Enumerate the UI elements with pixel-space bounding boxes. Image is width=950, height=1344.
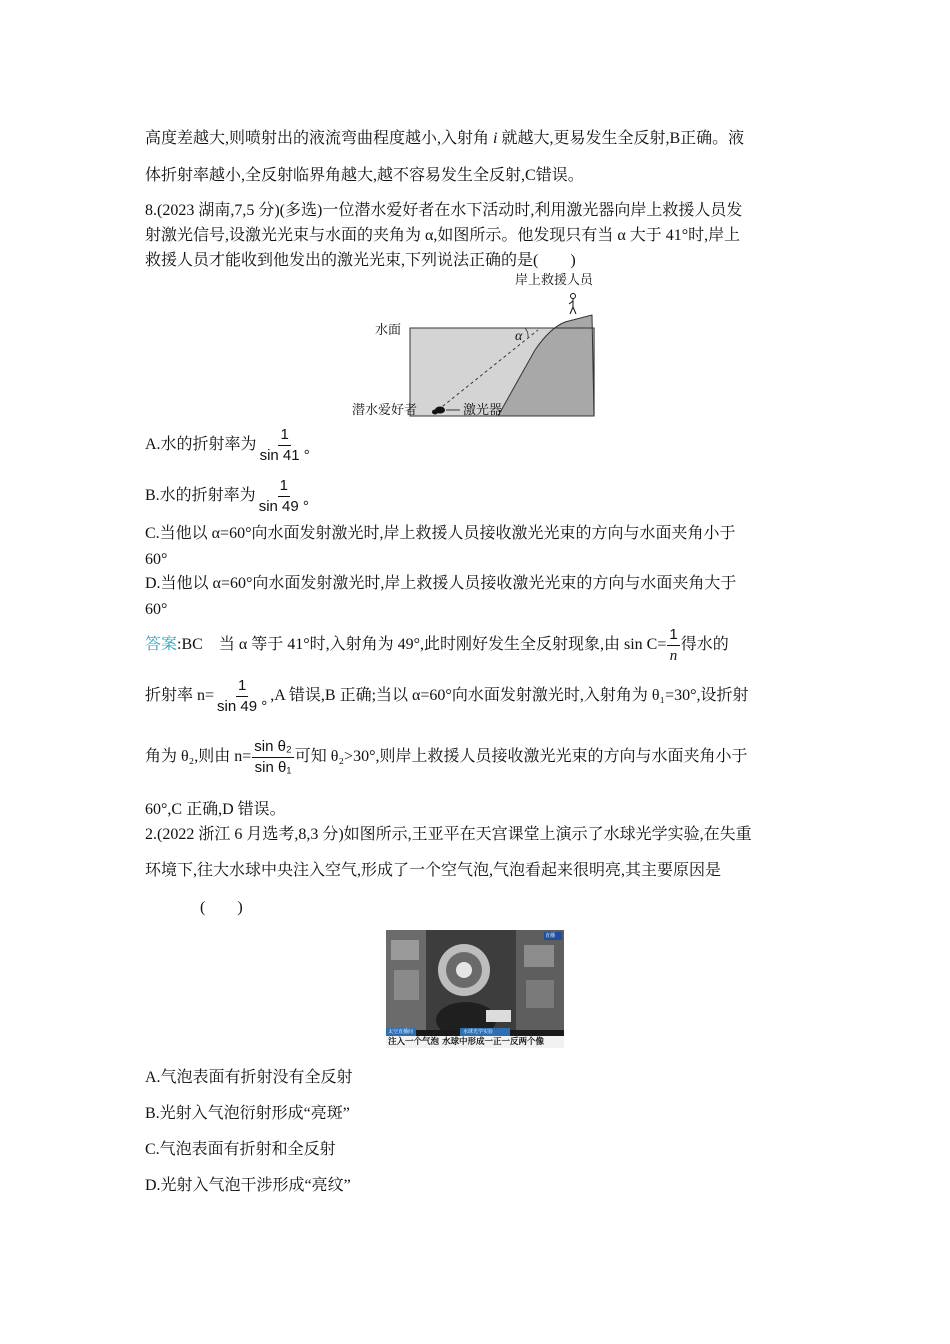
answer-label: 答案 bbox=[145, 634, 178, 654]
alpha-label: α bbox=[515, 329, 523, 344]
fraction-numerator: 1 bbox=[278, 476, 290, 497]
answer-text: ,A 错误,B 正确;当以 α=60°向水面发射激光时,入射角为 θ₁=30°,设折射 bbox=[270, 687, 749, 705]
fraction-denominator: sin 49 ° bbox=[258, 498, 309, 515]
fraction bbox=[258, 425, 312, 466]
diver-label: 潜水爱好者 bbox=[352, 403, 418, 418]
question-2-line-2: 环境下,往大水球中央注入空气,形成了一个空气泡,气泡看起来很明亮,其主要原因是 bbox=[145, 862, 722, 879]
fraction bbox=[257, 476, 311, 517]
text-bold: 错误 bbox=[535, 165, 568, 184]
answer-line-4: 60°,C 正确,D 错误。 bbox=[145, 801, 286, 818]
question-2-line-1: 2.(2022 浙江 6 月选考,8,3 分)如图所示,王亚平在天宫课堂上演示了水球光学实验,在失重 bbox=[145, 826, 752, 843]
option-8c-line-2: 60° bbox=[145, 551, 168, 568]
text-line-1 bbox=[145, 128, 744, 149]
laser-label: 激光器 bbox=[463, 403, 503, 418]
answer-text: 可知 θ₂>30°,则岸上救援人员接收激光光束的方向与水面夹角小于 bbox=[294, 748, 748, 766]
diver-laser-diagram bbox=[352, 270, 620, 420]
text-segment: 。液 bbox=[712, 130, 745, 147]
text-italic: i bbox=[493, 130, 498, 147]
photo-tag-right: 水球光学实验 bbox=[463, 1029, 494, 1035]
fraction bbox=[667, 625, 679, 666]
fraction-denominator: sin 41 ° bbox=[259, 447, 310, 464]
option-2b: B.光射入气泡衍射形成“亮斑” bbox=[145, 1105, 350, 1122]
option-8d-line-2: 60° bbox=[145, 601, 168, 618]
fraction-denominator: sin θ₁ bbox=[254, 759, 292, 776]
water-surface-label: 水面 bbox=[375, 323, 402, 338]
fraction-numerator: 1 bbox=[278, 425, 290, 446]
option-8b bbox=[145, 476, 312, 517]
text-line-2 bbox=[145, 165, 584, 186]
text-segment: 高度差越大,则喷射出的液流弯曲程度越小,入射角 bbox=[145, 130, 490, 147]
fraction-denominator: sin 49 ° bbox=[217, 698, 268, 715]
answer-text: 角为 θ₂,则由 n= bbox=[145, 748, 252, 766]
option-prefix: B.水的折射率为 bbox=[145, 487, 256, 505]
fraction bbox=[252, 737, 294, 778]
option-8d-line-1: D.当他以 α=60°向水面发射激光时,岸上救援人员接收激光光束的方向与水面夹角大于 bbox=[145, 575, 737, 592]
fraction-numerator: sin θ₂ bbox=[252, 737, 294, 758]
option-2a: A.气泡表面有折射没有全反射 bbox=[145, 1069, 353, 1086]
text-bold: 正确 bbox=[680, 128, 713, 147]
text-segment: 就越大,更易发生全反射,B bbox=[501, 130, 681, 147]
fraction bbox=[215, 676, 269, 717]
answer-colon: : bbox=[177, 636, 182, 654]
text-segment: 体折射率越小,全反射临界角越大,越不容易发生全反射,C bbox=[145, 167, 536, 184]
water-ball-experiment-photo bbox=[386, 930, 564, 1048]
answer-line-2 bbox=[145, 676, 749, 717]
photo-tag-left: 太空直播间 bbox=[388, 1029, 414, 1035]
photo-caption: 注入一个气泡 水球中形成一正一反两个像 bbox=[388, 1037, 544, 1047]
question-2-line-3: ( ) bbox=[200, 899, 243, 916]
rescuer-figure-icon bbox=[569, 294, 576, 315]
option-8a bbox=[145, 425, 313, 466]
rescuer-label: 岸上救援人员 bbox=[515, 273, 594, 288]
photo-corner-badge: 直播 bbox=[545, 933, 556, 939]
question-8-line-1: 8.(2023 湖南,7,5 分)(多选)一位潜水爱好者在水下活动时,利用激光器向岸上救援人员发 bbox=[145, 202, 743, 219]
answer-text: 折射率 n= bbox=[145, 687, 215, 705]
option-2d: D.光射入气泡干涉形成“亮纹” bbox=[145, 1177, 351, 1194]
answer-text: 得水的 bbox=[680, 636, 729, 654]
option-prefix: A.水的折射率为 bbox=[145, 436, 257, 454]
question-8-line-3: 救援人员才能收到他发出的激光光束,下列说法正确的是( ) bbox=[145, 252, 576, 269]
answer-line-3 bbox=[145, 737, 747, 778]
answer-text: BC 当 α 等于 41°时,入射角为 49°,此时刚好发生全反射现象,由 sin C= bbox=[181, 636, 667, 654]
answer-line-1 bbox=[145, 625, 729, 666]
option-8c-line-1: C.当他以 α=60°向水面发射激光时,岸上救援人员接收激光光束的方向与水面夹角小于 bbox=[145, 525, 736, 542]
fraction-numerator: 1 bbox=[236, 676, 248, 697]
option-2c: C.气泡表面有折射和全反射 bbox=[145, 1141, 336, 1158]
text-segment: 。 bbox=[567, 167, 584, 184]
fraction-numerator: 1 bbox=[667, 625, 679, 646]
question-8-line-2: 射激光信号,设激光光束与水面的夹角为 α,如图所示。他发现只有当 α 大于 41°时,岸上 bbox=[145, 227, 741, 244]
fraction-denominator: n bbox=[669, 648, 678, 664]
